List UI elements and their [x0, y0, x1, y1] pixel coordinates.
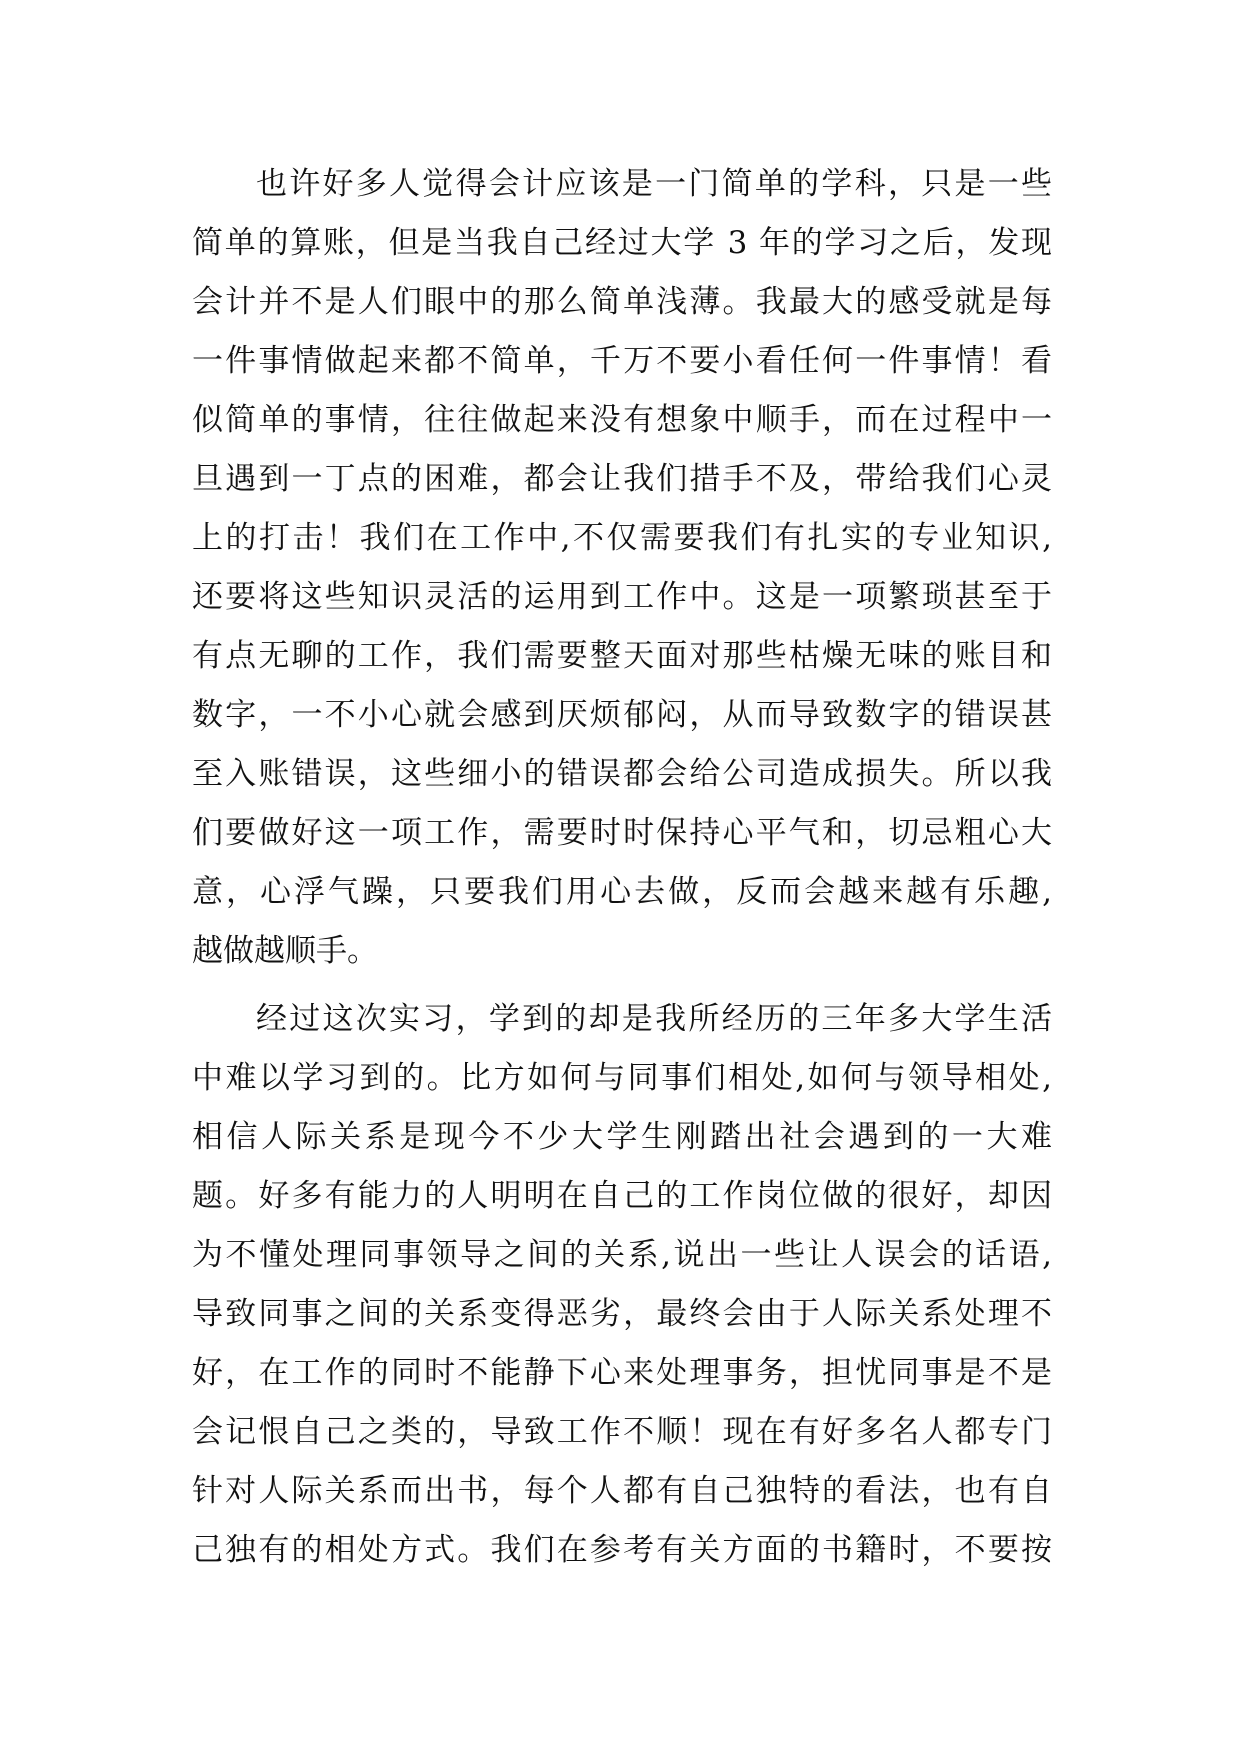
text-line: 经过这次实习，学到的却是我所经历的三年多大学生活	[256, 1001, 1052, 1037]
text-line: 为不懂处理同事领导之间的关系,说出一些让人误会的话语,	[192, 1237, 1052, 1273]
text-line: 中难以学习到的。比方如何与同事们相处,如何与领导相处,	[192, 1060, 1052, 1096]
text-line: 似简单的事情，往往做起来没有想象中顺手，而在过程中一	[192, 402, 1052, 438]
text-line: 一件事情做起来都不简单，千万不要小看任何一件事情！看	[192, 343, 1052, 379]
text-line: 上的打击！我们在工作中,不仅需要我们有扎实的专业知识,	[192, 520, 1052, 556]
text-line: 针对人际关系而出书，每个人都有自己独特的看法，也有自	[192, 1473, 1052, 1509]
text-line: 越做越顺手。	[192, 933, 378, 969]
text-line: 旦遇到一丁点的困难，都会让我们措手不及，带给我们心灵	[192, 461, 1052, 497]
text-line: 题。好多有能力的人明明在自己的工作岗位做的很好，却因	[192, 1178, 1052, 1214]
text-line: 好，在工作的同时不能静下心来处理事务，担忧同事是不是	[192, 1355, 1052, 1391]
paragraph-spacer	[192, 981, 1052, 990]
text-line: 简单的算账，但是当我自己经过大学 3 年的学习之后，发现	[192, 225, 1052, 261]
text-line: 导致同事之间的关系变得恶劣，最终会由于人际关系处理不	[192, 1296, 1052, 1332]
text-line: 意，心浮气躁，只要我们用心去做，反而会越来越有乐趣,	[192, 874, 1052, 910]
text-line: 至入账错误，这些细小的错误都会给公司造成损失。所以我	[192, 756, 1052, 792]
text-line: 也许好多人觉得会计应该是一门简单的学科，只是一些	[256, 166, 1052, 202]
paragraph-1	[192, 155, 1052, 981]
text-line: 会计并不是人们眼中的那么简单浅薄。我最大的感受就是每	[192, 284, 1052, 320]
text-line: 相信人际关系是现今不少大学生刚踏出社会遇到的一大难	[192, 1119, 1052, 1155]
text-line: 还要将这些知识灵活的运用到工作中。这是一项繁琐甚至于	[192, 579, 1052, 615]
document-body	[192, 155, 1052, 1580]
text-line: 们要做好这一项工作，需要时时保持心平气和，切忌粗心大	[192, 815, 1052, 851]
text-line: 会记恨自己之类的，导致工作不顺！现在有好多名人都专门	[192, 1414, 1052, 1450]
text-line: 己独有的相处方式。我们在参考有关方面的书籍时，不要按	[192, 1532, 1052, 1568]
paragraph-2	[192, 990, 1052, 1580]
text-line: 有点无聊的工作，我们需要整天面对那些枯燥无味的账目和	[192, 638, 1052, 674]
text-line: 数字，一不小心就会感到厌烦郁闷，从而导致数字的错误甚	[192, 697, 1052, 733]
